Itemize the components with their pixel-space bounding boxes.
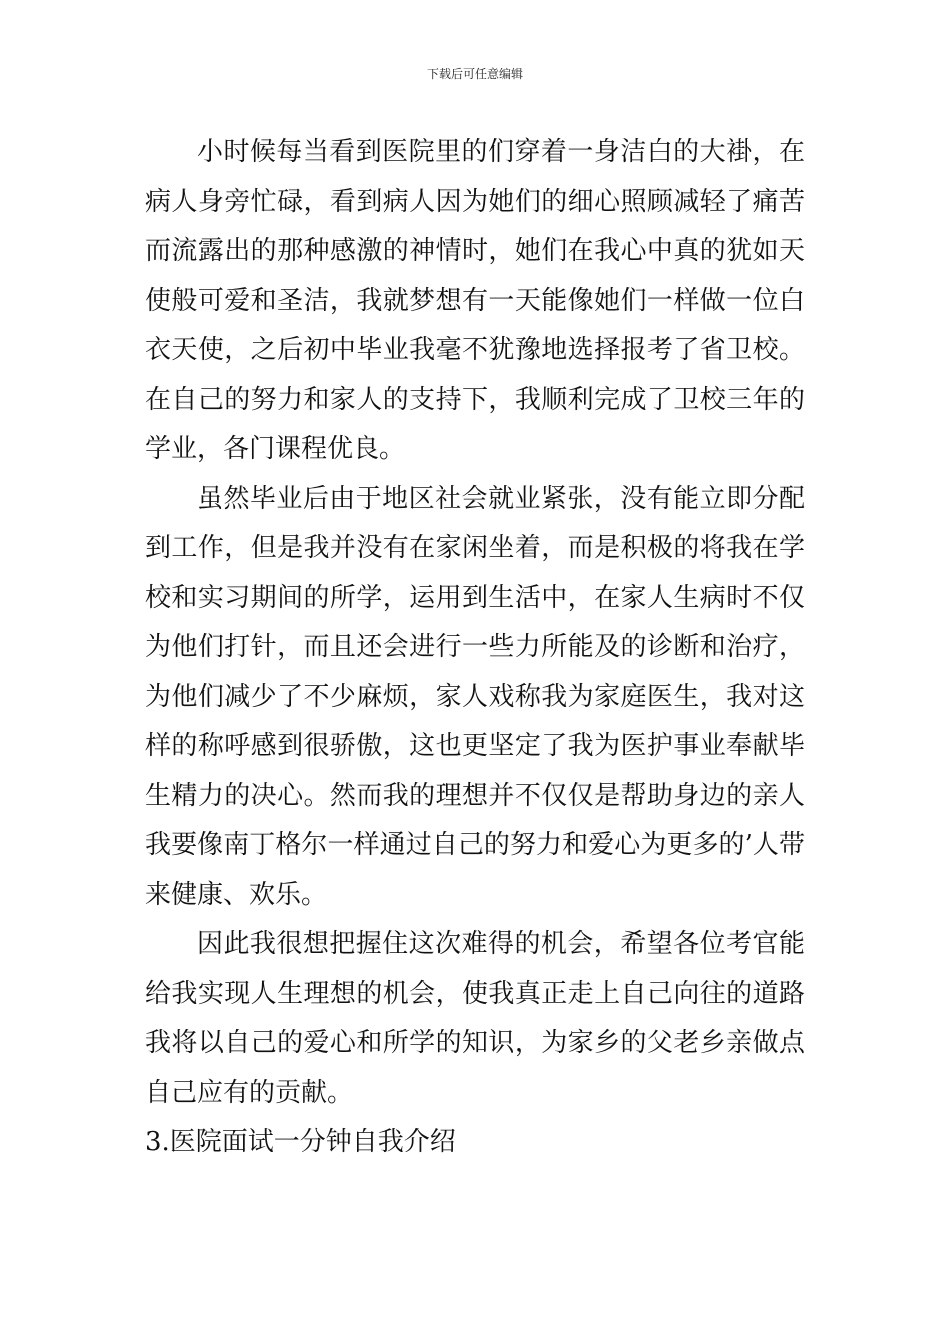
paragraph-1: 小时候每当看到医院里的们穿着一身洁白的大褂，在病人身旁忙碌，看到病人因为她们的细心照顾减轻了痛苦而流露出的那种感激的神情时，她们在我心中真的犹如天使般可爱和圣洁，我就梦想有一天能像她们一样做一位白衣天使，之后初中毕业我毫不犹豫地选择报考了省卫校。在自己的努力和家人的支持下，我顺利完成了卫校三年的学业，各门课程优良。 [145, 137, 805, 464]
section-heading: 3.医院面试一分钟自我介绍 [145, 1127, 456, 1157]
page-header: 下载后可任意编辑 [426, 67, 523, 81]
paragraph-3: 因此我很想把握住这次难得的机会，希望各位考官能给我实现人生理想的机会，使我真正走上自己向往的道路我将以自己的爱心和所学的知识，为家乡的父老乡亲做点自己应有的贡献。 [145, 929, 805, 1108]
paragraph-2: 虽然毕业后由于地区社会就业紧张，没有能立即分配到工作，但是我并没有在家闲坐着，而是积极的将我在学校和实习期间的所学，运用到生活中，在家人生病时不仅为他们打针，而且还会进行一些力所能及的诊断和治疗，为他们减少了不少麻烦，家人戏称我为家庭医生，我对这样的称呼感到很骄傲，这也更坚定了我为医护事业奉献毕生精力的决心。然而我的理想并不仅仅是帮助身边的亲人我要像南丁格尔一样通过自己的努力和爱心为更多的’人带来健康、欢乐。 [145, 483, 805, 910]
document-body [145, 128, 805, 1168]
